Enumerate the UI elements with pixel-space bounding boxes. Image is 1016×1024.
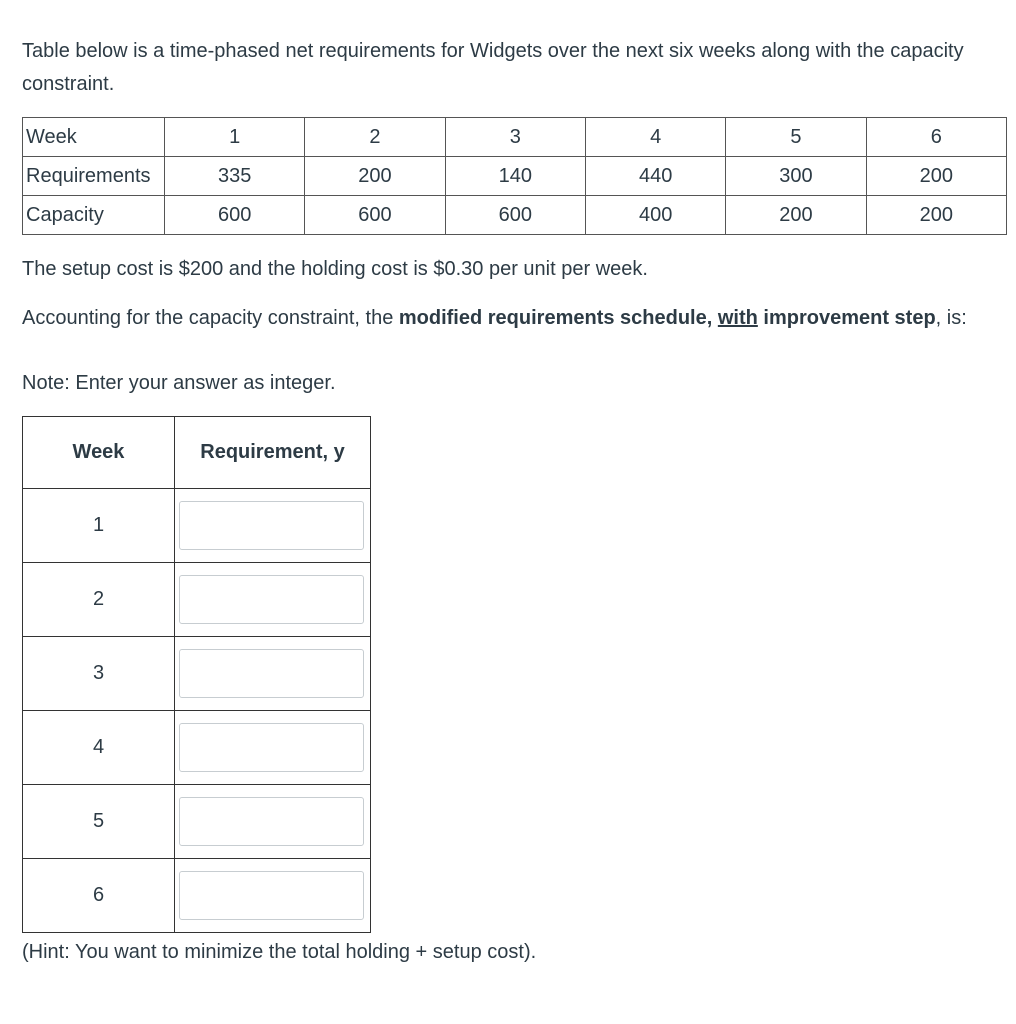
row-label: Requirements (23, 157, 165, 196)
requirement-input-week-1[interactable] (179, 501, 364, 550)
intro-text: Table below is a time-phased net requirements for Widgets over the next six weeks along with the capacity constraint. (22, 40, 964, 95)
question-part: , is: (935, 307, 967, 329)
requirements-table (22, 117, 1007, 235)
answer-cell (175, 489, 371, 563)
week-header: Week (23, 417, 175, 489)
table-cell: 200 (726, 196, 866, 235)
table-cell: 200 (305, 157, 445, 196)
answer-cell (175, 637, 371, 711)
table-cell: 140 (445, 157, 585, 196)
table-row (23, 859, 371, 933)
table-row (23, 563, 371, 637)
answer-table (22, 416, 371, 933)
header-cell: 6 (866, 118, 1006, 157)
table-row (23, 118, 1007, 157)
table-cell: 200 (866, 196, 1006, 235)
table-row (23, 637, 371, 711)
question-bold: modified requirements schedule, (398, 307, 718, 329)
table-cell: 200 (866, 157, 1006, 196)
table-cell: 335 (165, 157, 305, 196)
table-cell: 600 (305, 196, 445, 235)
question-underline: with (717, 307, 758, 329)
table-row (23, 417, 371, 489)
week-cell: 6 (23, 859, 175, 933)
row-label: Capacity (23, 196, 165, 235)
table-row (23, 157, 1007, 196)
week-cell: 1 (23, 489, 175, 563)
header-cell: 2 (305, 118, 445, 157)
header-cell: 3 (445, 118, 585, 157)
week-cell: 3 (23, 637, 175, 711)
answer-cell (175, 563, 371, 637)
table-row (23, 711, 371, 785)
answer-cell (175, 785, 371, 859)
table-row (23, 785, 371, 859)
header-cell: 1 (165, 118, 305, 157)
table-cell: 400 (585, 196, 725, 235)
table-row (23, 489, 371, 563)
requirement-input-week-2[interactable] (179, 575, 364, 624)
requirement-input-week-5[interactable] (179, 797, 364, 846)
header-cell: 5 (726, 118, 866, 157)
question-text (22, 302, 997, 335)
answer-cell (175, 711, 371, 785)
week-cell: 4 (23, 711, 175, 785)
requirement-header: Requirement, y (175, 417, 371, 489)
table-cell: 440 (585, 157, 725, 196)
setup-text: The setup cost is $200 and the holding cost is $0.30 per unit per week. (22, 258, 648, 280)
header-cell: Week (23, 118, 165, 157)
requirement-input-week-4[interactable] (179, 723, 364, 772)
requirement-input-week-6[interactable] (179, 871, 364, 920)
table-row (23, 196, 1007, 235)
note-text: Note: Enter your answer as integer. (22, 372, 336, 394)
answer-cell (175, 859, 371, 933)
hint-text: (Hint: You want to minimize the total holding + setup cost). (22, 941, 537, 963)
header-cell: 4 (585, 118, 725, 157)
week-cell: 2 (23, 563, 175, 637)
week-cell: 5 (23, 785, 175, 859)
question-part: Accounting for the capacity constraint, the (22, 307, 399, 329)
table-cell: 300 (726, 157, 866, 196)
table-cell: 600 (165, 196, 305, 235)
requirement-input-week-3[interactable] (179, 649, 364, 698)
question-bold: improvement step (757, 307, 936, 329)
table-cell: 600 (445, 196, 585, 235)
